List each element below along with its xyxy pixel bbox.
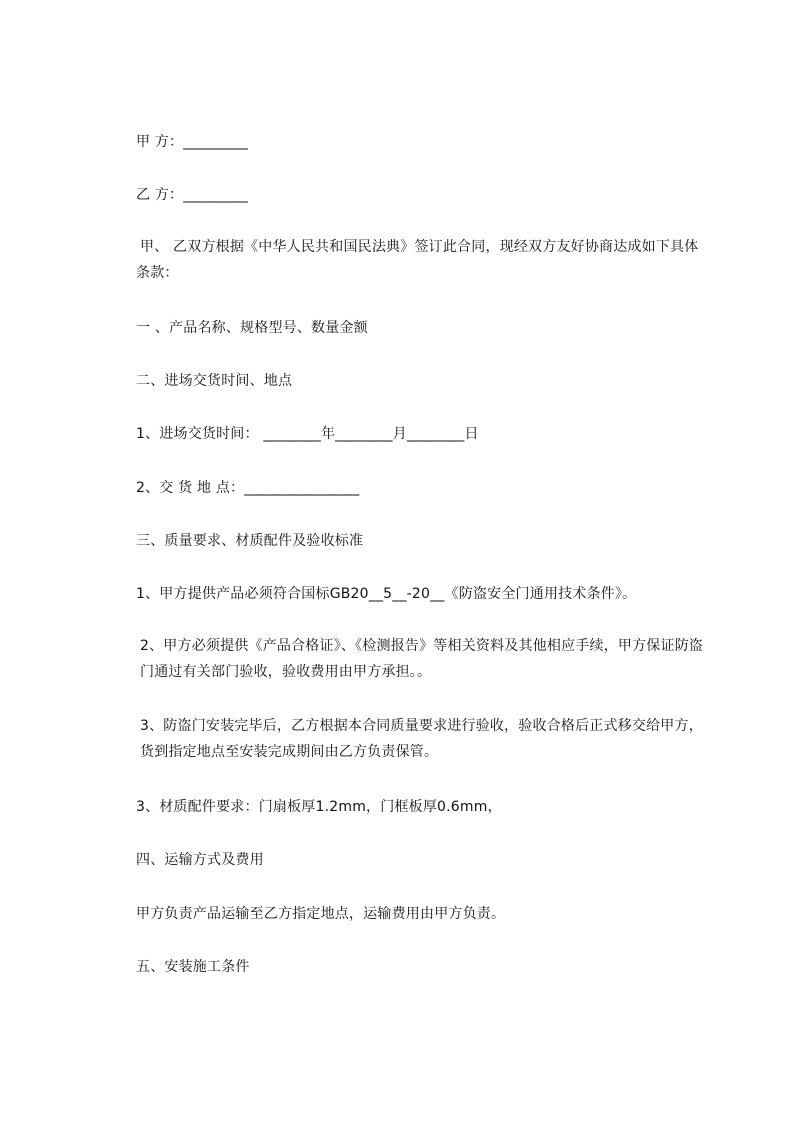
- quality-item-3: 3、防盗门安装完毕后，乙方根据本合同质量要求进行验收，验收合格后正式移交给甲方，货到指定地点至安装完成期间由乙方负责保管。: [140, 718, 703, 760]
- section-2-title: 二、进场交货时间、地点: [136, 373, 293, 389]
- section-4-title: 四、运输方式及费用: [136, 852, 264, 868]
- material-requirements-line: 3、材质配件要求：门扇板厚1.2mm，门框板厚0.6mm，: [136, 799, 502, 815]
- section-4-body: 甲方负责产品运输至乙方指定地点，运输费用由甲方负责。: [136, 906, 506, 922]
- section-1-title: 一 、产品名称、规格型号、数量金额: [136, 320, 368, 336]
- delivery-time-line: 1、进场交货时间： ________年________月________日: [136, 426, 479, 442]
- quality-item-1: 1、甲方提供产品必须符合国标GB20__5__-20__《防盗安全门通用技术条件》。: [136, 586, 637, 602]
- party-a-line: 甲 方：_________: [136, 134, 249, 150]
- quality-item-2: 2、甲方必须提供《产品合格证》、《检测报告》等相关资料及其他相应手续，甲方保证防盗门通过有关部门验收，验收费用由甲方承担。。: [140, 638, 704, 680]
- party-b-line: 乙 方：_________: [136, 187, 249, 203]
- intro-paragraph: 甲、 乙双方根据《中华人民共和国民法典》签订此合同，现经双方友好协商达成如下具体条款：: [136, 239, 699, 281]
- section-3-title: 三、质量要求、材质配件及验收标准: [136, 533, 364, 549]
- delivery-place-line: 2、交 货 地 点：________________: [136, 480, 360, 496]
- section-5-title: 五、安装施工条件: [136, 959, 250, 975]
